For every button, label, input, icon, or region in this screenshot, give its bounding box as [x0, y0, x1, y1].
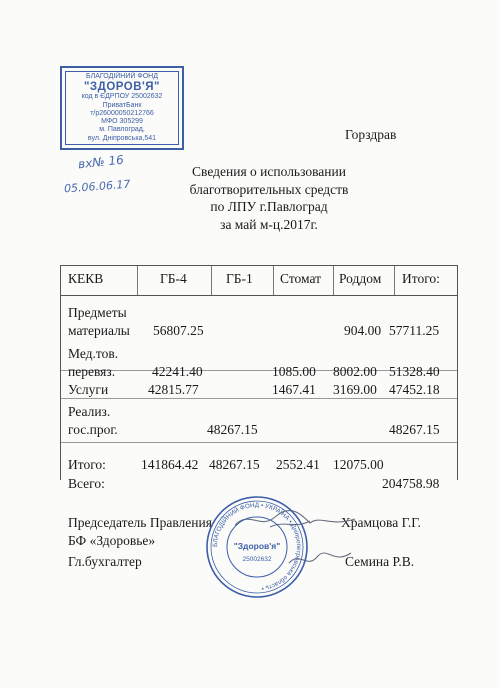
- handwritten-reg-number: вх№ 16: [77, 152, 125, 172]
- cell-roddom: 8002.00: [333, 364, 377, 379]
- row-label: материалы: [68, 323, 130, 338]
- header-stomat: Стомат: [280, 271, 322, 286]
- chairman-name: Храмцова Г.Г.: [341, 515, 421, 530]
- accountant-role: Гл.бухгалтер: [68, 554, 142, 569]
- stamp-line: ПриватБанк: [102, 101, 142, 109]
- cell-total: 51328.40: [389, 364, 440, 379]
- row-label: перевяз.: [68, 364, 116, 379]
- cell-total: 48267.15: [389, 422, 440, 437]
- vsego-label: Всего:: [68, 476, 105, 491]
- cell-stomat: 1085.00: [272, 364, 316, 379]
- title-line: благотворительных средств: [189, 181, 349, 197]
- chairman-role: Председатель Правления: [68, 515, 212, 530]
- row-label: Мед.тов.: [68, 346, 119, 361]
- header-gb4: ГБ-4: [160, 271, 187, 286]
- cell-gb4: 42815.77: [148, 382, 199, 397]
- cell-gb1: 48267.15: [207, 422, 258, 437]
- header-gb1: ГБ-1: [226, 271, 253, 286]
- round-stamp: [205, 495, 309, 599]
- title-line: Сведения о использовании: [192, 164, 346, 179]
- cell-stomat: 1467.41: [272, 382, 316, 397]
- itogo-stomat: 2552.41: [276, 457, 320, 472]
- stamp-line: м. Павлоград,: [99, 126, 145, 134]
- cell-roddom: 904.00: [344, 323, 382, 338]
- fund-name: БФ «Здоровье»: [68, 533, 156, 548]
- stamp-line: вул. Дніпровська,541: [87, 134, 157, 142]
- stamp-code: 25002632: [242, 556, 272, 563]
- itogo-gb1: 48267.15: [209, 457, 260, 472]
- row-label: Услуги: [68, 382, 109, 397]
- row-label: Реализ.: [68, 404, 111, 419]
- cell-gb4: 42241.40: [152, 364, 203, 379]
- row-label: Предметы: [68, 305, 127, 320]
- document-title: [169, 163, 369, 233]
- itogo-label: Итого:: [68, 457, 106, 472]
- itogo-gb4: 141864.42: [141, 457, 199, 472]
- title-line: по ЛПУ г.Павлоград: [210, 199, 328, 214]
- stamp-outer-text: БЛАГОДІЙНИЙ ФОНД • УКРАЇНА • Дніпропетровська область •: [211, 501, 303, 592]
- header-kekv: КЕКВ: [68, 271, 104, 286]
- vsego-total: 204758.98: [382, 476, 440, 491]
- accountant-name: Семина Р.В.: [345, 554, 415, 569]
- stamp-line: МФО 305299: [101, 118, 143, 126]
- stamp-fund-name: "ЗДОРОВ'Я": [83, 81, 161, 94]
- stamp-line: БЛАГОДІЙНИЙ ФОНД: [86, 73, 158, 80]
- stamp-center-text: "Здоров'я": [233, 541, 281, 551]
- header-roddom: Роддом: [339, 271, 382, 286]
- cell-total: 47452.18: [389, 382, 440, 397]
- cell-gb4: 56807.25: [153, 323, 204, 338]
- cell-total: 57711.25: [389, 323, 440, 338]
- header-separator: [61, 295, 457, 296]
- row-label: гос.прог.: [68, 422, 118, 437]
- itogo-roddom: 12075.00: [333, 457, 384, 472]
- handwritten-reg-date: 05.06.06.17: [63, 177, 131, 196]
- cell-roddom: 3169.00: [333, 382, 377, 397]
- header-total: Итого:: [402, 271, 440, 286]
- title-line: за май м-ц.2017г.: [220, 216, 318, 232]
- recipient: Горздрав: [345, 127, 397, 142]
- stamp-line: т/р26000050212766: [90, 109, 154, 117]
- charity-fund-stamp: [60, 66, 184, 150]
- stamp-line: код в ЄДРПОУ 25002632: [81, 93, 163, 101]
